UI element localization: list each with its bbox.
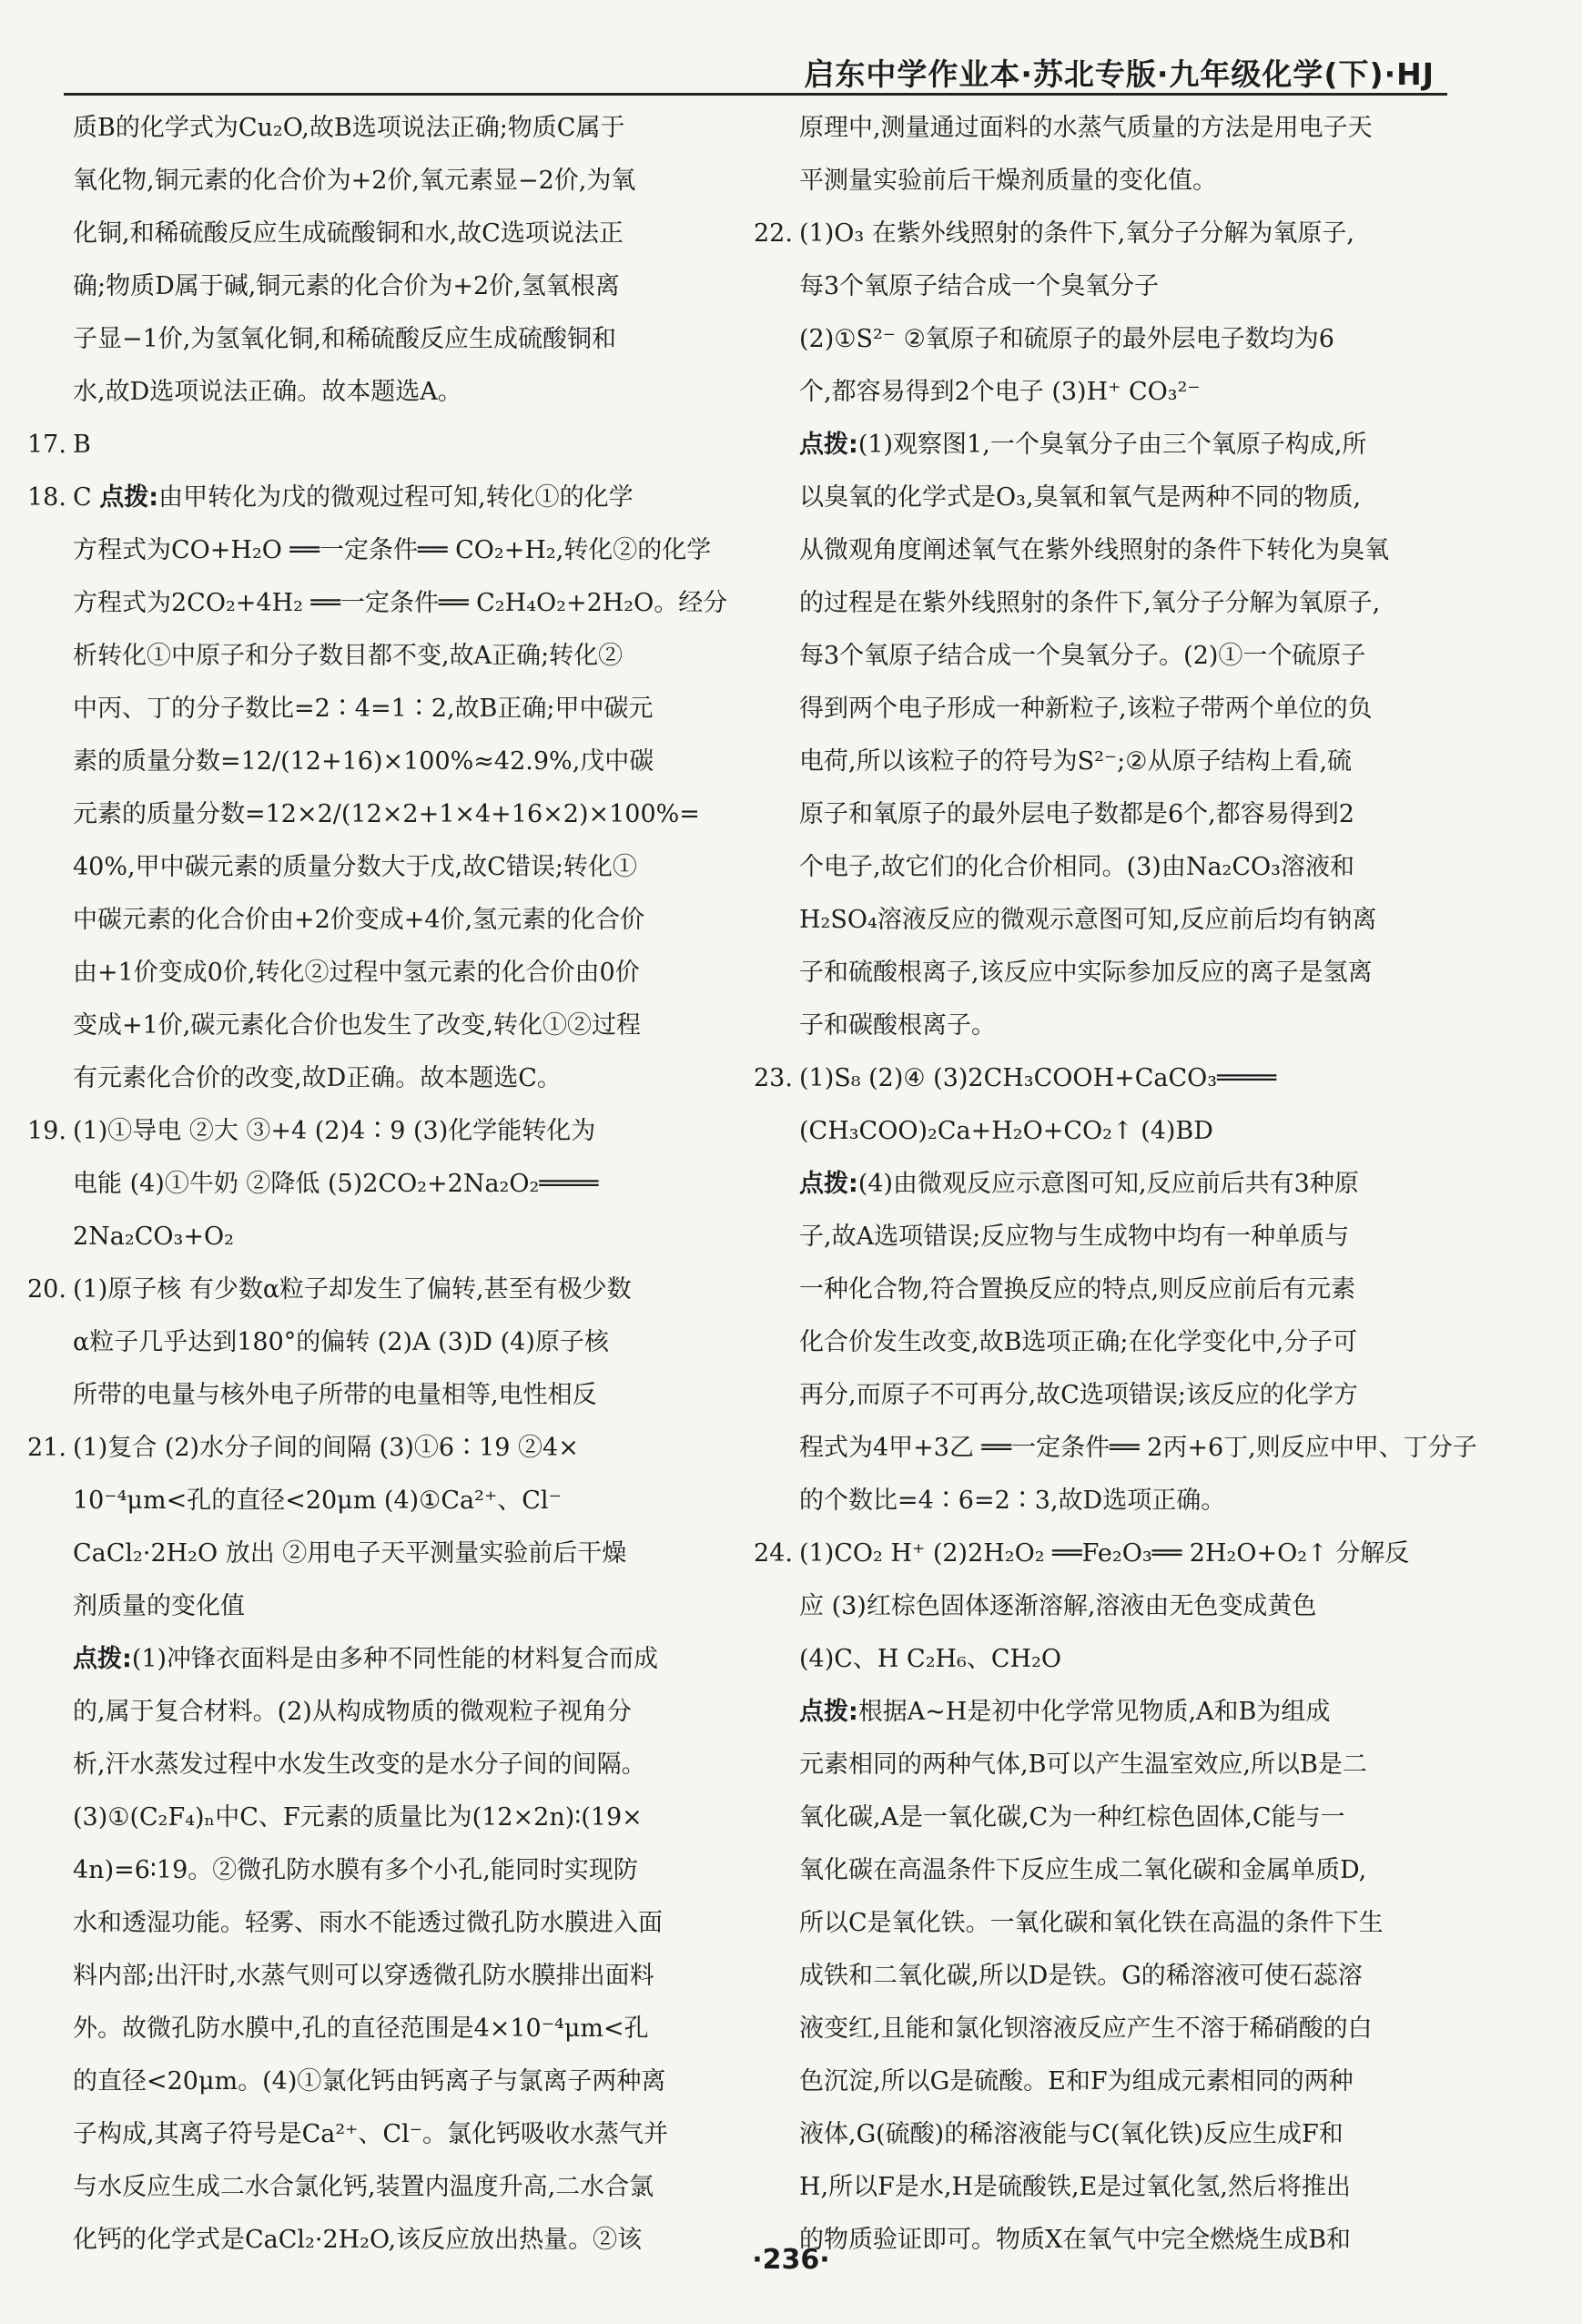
text-line [27,1739,683,1791]
line-text: 以臭氧的化学式是O₃,臭氧和氧气是两种不同的物质, [799,483,1362,512]
hint-label: 点拨: [799,1170,858,1198]
text-line [27,1158,683,1211]
text-line [754,1791,1409,1844]
question-number: 24. [754,1539,793,1568]
text-line [754,2161,1409,2214]
line-text: 个,都容易得到2个电子 (3)H⁺ CO₃²⁻ [799,378,1201,406]
text-line [754,1527,1409,1580]
line-text: (1)①导电 ②大 ③+4 (2)4∶9 (3)化学能转化为 [73,1117,596,1145]
line-text: 化铜,和稀硫酸反应生成硫酸铜和水,故C选项说法正 [73,219,624,248]
line-text: (4)C、H C₂H₆、CH₂O [799,1645,1062,1673]
text-line [27,1369,683,1422]
line-text: 由+1价变成0价,转化②过程中氢元素的化合价由0价 [73,959,640,987]
line-text: CaCl₂·2H₂O 放出 ②用电子天平测量实验前后干燥 [73,1539,627,1568]
text-line [27,1527,683,1580]
hint-text: (1)观察图1,一个臭氧分子由三个氧原子构成,所 [857,431,1367,459]
line-text: 2Na₂CO₃+O₂ [73,1223,234,1251]
text-line [27,472,683,524]
page-header [64,47,1447,96]
line-text: 平测量实验前后干燥剂质量的变化值。 [799,167,1217,195]
line-text: 析转化①中原子和分子数目都不变,故A正确;转化② [73,642,624,670]
text-line [27,1791,683,1844]
line-text: (1)S₈ (2)④ (3)2CH₃COOH+CaCO₃════ [799,1064,1277,1092]
text-line [27,894,683,947]
right-column [754,102,1477,2267]
text-line [27,2003,683,2055]
text-line [754,1211,1409,1263]
line-text: 料内部;出汗时,水蒸气则可以穿透微孔防水膜排出面料 [73,1962,654,1990]
text-line [754,1844,1409,1897]
text-line [754,577,1409,630]
line-text: 电荷,所以该粒子的符号为S²⁻;②从原子结构上看,硫 [799,747,1353,776]
line-text: 所带的电量与核外电子所带的电量相等,电性相反 [73,1381,597,1409]
line-text: 变成+1价,碳元素化合价也发生了改变,转化①②过程 [73,1011,641,1040]
text-line [27,1263,683,1316]
line-text: 的个数比=4∶6=2∶3,故D选项正确。 [799,1487,1226,1515]
text-line [754,841,1409,894]
text-line [27,1000,683,1052]
line-text: 确;物质D属于碱,铜元素的化合价为+2价,氢氧根离 [73,272,620,300]
text-line [754,1475,1409,1527]
hint-text: 根据A~H是初中化学常见物质,A和B为组成 [857,1698,1331,1726]
line-text: 外。故微孔防水膜中,孔的直径范围是4×10⁻⁴μm<孔 [73,2014,649,2043]
text-line [754,683,1409,736]
text-line [754,1263,1409,1316]
text-line [754,1158,1409,1211]
line-text: 的过程是在紫外线照射的条件下,氧分子分解为氧原子, [799,589,1381,617]
hint-text: 由甲转化为戊的微观过程可知,转化①的化学 [158,483,634,512]
text-line [27,102,683,155]
text-line [27,1844,683,1897]
line-text: (1)CO₂ H⁺ (2)2H₂O₂ ══Fe₂O₃══ 2H₂O+O₂↑ 分解反 [799,1539,1410,1568]
text-line [27,1897,683,1950]
line-text: 所以C是氧化铁。一氧化碳和氧化铁在高温的条件下生 [799,1909,1384,1937]
line-text: 氧化物,铜元素的化合价为+2价,氧元素显−2价,为氧 [73,167,636,195]
line-text: H,所以F是水,H是硫酸铁,E是过氧化氢,然后将推出 [799,2173,1351,2201]
line-text: C [73,483,92,512]
text-line [27,208,683,260]
text-line [27,2108,683,2161]
page-number: ·236· [752,2244,830,2276]
line-text: 每3个氧原子结合成一个臭氧分子 [799,272,1160,300]
line-text: 个电子,故它们的化合价相同。(3)由Na₂CO₃溶液和 [799,853,1354,881]
line-text: 元素相同的两种气体,B可以产生温室效应,所以B是二 [799,1751,1367,1779]
text-line [754,260,1409,313]
line-text: 化钙的化学式是CaCl₂·2H₂O,该反应放出热量。②该 [73,2226,643,2254]
question-number: 23. [754,1064,793,1092]
line-text: 程式为4甲+3乙 ══一定条件══ 2丙+6丁,则反应中甲、丁分子 [799,1434,1477,1462]
question-number: 21. [27,1434,66,1462]
line-text: 4n)=6∶19。②微孔防水膜有多个小孔,能同时实现防 [73,1856,638,1884]
line-text: 元素的质量分数=12×2/(12×2+1×4+16×2)×100%= [73,800,700,828]
line-text: (1)复合 (2)水分子间的间隔 (3)①6∶19 ②4× [73,1434,579,1462]
text-line [27,524,712,577]
hint-text: (4)由微观反应示意图可知,反应前后共有3种原 [857,1170,1359,1198]
text-line [27,1580,683,1633]
text-line [754,1686,1409,1739]
text-line [27,1475,683,1527]
line-text: 中碳元素的化合价由+2价变成+4价,氢元素的化合价 [73,906,645,934]
line-text: 子和硫酸根离子,该反应中实际参加反应的离子是氢离 [799,959,1373,987]
text-line [754,1000,1409,1052]
text-line [754,1897,1409,1950]
question-number: 22. [754,219,793,248]
line-text: 液体,G(硫酸)的稀溶液能与C(氧化铁)反应生成F和 [799,2120,1344,2148]
text-line [754,894,1409,947]
line-text: 子,故A选项错误;反应物与生成物中均有一种单质与 [799,1223,1350,1251]
text-line [754,419,1409,472]
text-line [27,2055,683,2108]
text-line [754,102,1409,155]
left-column [27,102,728,2267]
line-text: (CH₃COO)₂Ca+H₂O+CO₂↑ (4)BD [799,1117,1213,1145]
text-line [27,313,683,366]
line-text: 有元素化合价的改变,故D正确。故本题选C。 [73,1064,562,1092]
line-text: 子构成,其离子符号是Ca²⁺、Cl⁻。氯化钙吸收水蒸气并 [73,2120,668,2148]
text-line [754,1633,1409,1686]
text-line [27,1686,683,1739]
text-line [754,1369,1409,1422]
text-line [27,1633,683,1686]
hint-label: 点拨: [99,483,159,512]
hint-label: 点拨: [799,431,858,459]
line-text: 得到两个电子形成一种新粒子,该粒子带两个单位的负 [799,695,1373,723]
text-line [27,1211,683,1263]
line-text: (1)原子核 有少数α粒子却发生了偏转,甚至有极少数 [73,1275,632,1304]
question-number: 20. [27,1275,66,1304]
line-text: 中丙、丁的分子数比=2∶4=1∶2,故B正确;甲中碳元 [73,695,654,723]
line-text: 从微观角度阐述氧气在紫外线照射的条件下转化为臭氧 [799,536,1389,564]
text-line [27,736,683,788]
text-line [754,313,1409,366]
question-number: 19. [27,1117,66,1145]
line-text: 的,属于复合材料。(2)从构成物质的微观粒子视角分 [73,1698,632,1726]
line-text: 的直径<20μm。(4)①氯化钙由钙离子与氯离子两种离 [73,2067,666,2096]
line-text: 液变红,且能和氯化钡溶液反应产生不溶于稀硝酸的白 [799,2014,1373,2043]
text-line [754,1316,1409,1369]
question-number: 18. [27,483,66,512]
question-number: 17. [27,431,66,459]
line-text: (3)①(C₂F₄)ₙ中C、F元素的质量比为(12×2n)∶(19× [73,1803,643,1832]
line-text: 质B的化学式为Cu₂O,故B选项说法正确;物质C属于 [73,114,625,142]
line-text: 40%,甲中碳元素的质量分数大于戊,故C错误;转化① [73,853,637,881]
line-text: 与水反应生成二水合氯化钙,装置内温度升高,二水合氯 [73,2173,654,2201]
line-text: 应 (3)红棕色固体逐渐溶解,溶液由无色变成黄色 [799,1592,1317,1620]
text-line [27,788,700,841]
line-text: H₂SO₄溶液反应的微观示意图可知,反应前后均有钠离 [799,906,1377,934]
line-text: 色沉淀,所以G是硫酸。E和F为组成元素相同的两种 [799,2067,1354,2096]
line-text: 素的质量分数=12/(12+16)×100%≈42.9%,戊中碳 [73,747,654,776]
line-text: 氧化碳,A是一氧化碳,C为一种红棕色固体,C能与一 [799,1803,1345,1832]
text-line [27,683,683,736]
text-line [754,947,1409,1000]
line-text: 10⁻⁴μm<孔的直径<20μm (4)①Ca²⁺、Cl⁻ [73,1487,562,1515]
line-text: 成铁和二氧化碳,所以D是铁。G的稀溶液可使石蕊溶 [799,1962,1363,1990]
line-text: 子显−1价,为氢氧化铜,和稀硫酸反应生成硫酸铜和 [73,325,616,353]
line-text: 水,故D选项说法正确。故本题选A。 [73,378,462,406]
text-line [27,1105,683,1158]
line-text: (1)O₃ 在紫外线照射的条件下,氧分子分解为氧原子, [799,219,1354,248]
text-line [754,472,1409,524]
text-line [754,2108,1409,2161]
line-text: 水和透湿功能。轻雾、雨水不能透过微孔防水膜进入面 [73,1909,663,1937]
line-text: 每3个氧原子结合成一个臭氧分子。(2)①一个硫原子 [799,642,1366,670]
line-text: 剂质量的变化值 [73,1592,245,1620]
text-line [754,1052,1409,1105]
text-line [27,260,683,313]
text-line [754,366,1409,419]
header-title: 启东中学作业本·苏北专版·九年级化学(下)·HJ [804,56,1435,92]
hint-label: 点拨: [73,1645,132,1673]
text-line [754,1422,1477,1475]
text-line [27,577,728,630]
text-line [754,208,1409,260]
text-line [754,524,1409,577]
line-text: 再分,而原子不可再分,故C选项错误;该反应的化学方 [799,1381,1358,1409]
text-line [754,1739,1409,1791]
text-line [754,1105,1409,1158]
line-text: (2)①S²⁻ ②氧原子和硫原子的最外层电子数均为6 [799,325,1334,353]
text-line [754,1580,1409,1633]
text-line [27,841,683,894]
text-line [754,1950,1409,2003]
text-line [27,366,683,419]
line-text: 电能 (4)①牛奶 ②降低 (5)2CO₂+2Na₂O₂════ [73,1170,599,1198]
line-text: 氧化碳在高温条件下反应生成二氧化碳和金属单质D, [799,1856,1367,1884]
line-text: 原子和氧原子的最外层电子数都是6个,都容易得到2 [799,800,1354,828]
text-line [754,736,1409,788]
text-line [754,2003,1409,2055]
hint-text: (1)冲锋衣面料是由多种不同性能的材料复合而成 [131,1645,659,1673]
text-line [27,1422,683,1475]
text-line [27,2161,683,2214]
text-line [27,630,683,683]
line-text: 原理中,测量通过面料的水蒸气质量的方法是用电子天 [799,114,1373,142]
line-text: 方程式为2CO₂+4H₂ ══一定条件══ C₂H₄O₂+2H₂O。经分 [73,589,728,617]
text-line [27,947,683,1000]
text-line [754,630,1409,683]
text-line [27,419,683,472]
line-text: 子和碳酸根离子。 [799,1011,996,1040]
line-text: 的物质验证即可。物质X在氧气中完全燃烧生成B和 [799,2226,1352,2254]
text-line [754,788,1409,841]
text-line [27,155,683,208]
text-line [27,1316,683,1369]
text-line [27,1052,683,1105]
line-text: 化合价发生改变,故B选项正确;在化学变化中,分子可 [799,1328,1358,1356]
hint-label: 点拨: [799,1698,858,1726]
text-line [754,2055,1409,2108]
line-text: 一种化合物,符合置换反应的特点,则反应前后有元素 [799,1275,1356,1304]
text-line [27,1950,683,2003]
text-line [754,155,1409,208]
line-text: 析,汗水蒸发过程中水发生改变的是水分子间的间隔。 [73,1751,646,1779]
line-text: 方程式为CO+H₂O ══一定条件══ CO₂+H₂,转化②的化学 [73,536,712,564]
line-text: B [73,431,91,459]
line-text: α粒子几乎达到180°的偏转 (2)A (3)D (4)原子核 [73,1328,609,1356]
